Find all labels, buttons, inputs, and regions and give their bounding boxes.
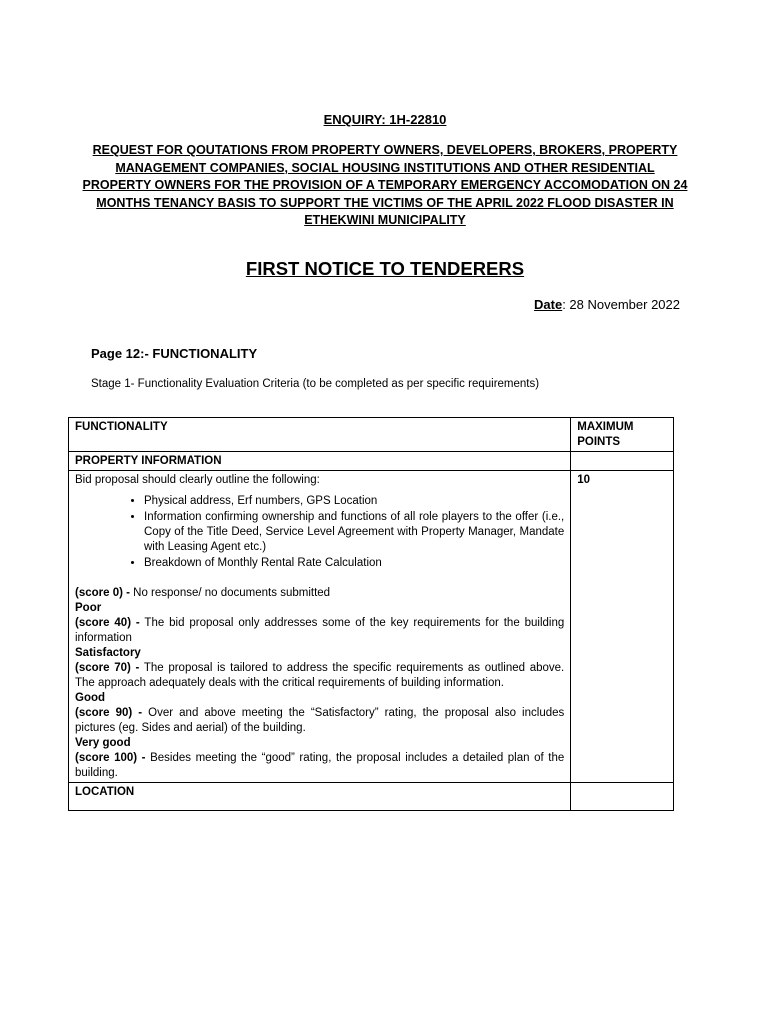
enquiry-number: ENQUIRY: 1H-22810 [323,112,447,127]
date-value: : 28 November 2022 [562,297,680,312]
stage-description: Stage 1- Functionality Evaluation Criteria (to be completed as per specific requirements) [91,378,540,390]
score-70-line [75,661,564,691]
score-description: The proposal is tailored to address the specific requirements as outlined above. The approach adequately deals with the critical requirements of building information. [75,662,565,689]
rating-heading: Poor [75,602,102,614]
max-points-column-header: MAXIMUM POINTS [571,418,674,452]
score-label: (score 70) - [75,662,140,674]
score-90-line [75,706,564,736]
section-heading: Page 12:- FUNCTIONALITY [91,346,258,361]
max-points-value: 10 [571,471,674,783]
date-line [534,297,680,312]
score-40-line [75,616,564,646]
property-criteria-cell [69,471,571,783]
rating-heading: Satisfactory [75,647,141,659]
score-label: (score 40) - [75,617,140,629]
property-heading-row [69,452,674,471]
score-description: The bid proposal only addresses some of the key requirements for the building information [75,617,565,644]
score-100-line [75,751,564,781]
list-item: • Physical address, Erf numbers, GPS Location [144,494,564,509]
empty-cell [571,452,674,471]
score-label: (score 90) - [75,707,143,719]
score-description: No response/ no documents submitted [129,587,331,599]
notice-title: FIRST NOTICE TO TENDERERS [245,258,525,279]
empty-cell [571,783,674,811]
score-0-line [75,586,564,601]
list-item: • Information confirming ownership and functions of all role players to the offer (i.e., Copy of the Title Deed, Service Level Agreement with Property Manager, Mandate with Leasing Agent etc.) [144,510,564,555]
list-item: • Breakdown of Monthly Rental Rate Calculation [144,556,564,571]
functionality-criteria-table [68,417,674,811]
date-label: Date [534,297,563,312]
rfq-title: REQUEST FOR QOUTATIONS FROM PROPERTY OWNERS, DEVELOPERS, BROKERS, PROPERTY MANAGEMENT COMPANIES, SOCIAL HOUSING INSTITUTIONS AND OTHER RESIDENTIAL PROPERTY OWNERS FOR THE PROVISION OF A TEMPORARY EMERGENCY ACCOMODATION ON 24 MONTHS TENANCY BASIS TO SUPPORT THE VICTIMS OF THE APRIL 2022 FLOOD DISASTER IN ETHEKWINI MUNICIPALITY [82,143,688,227]
location-row [69,783,674,811]
rating-heading: Very good [75,737,131,749]
score-label: (score 100) - [75,752,146,764]
criteria-intro: Bid proposal should clearly outline the following: [75,474,320,486]
rating-heading: Good [75,692,106,704]
property-criteria-row [69,471,674,783]
location-heading: LOCATION [69,783,571,811]
requirements-list [75,494,564,571]
table-header-row [69,418,674,452]
score-label: (score 0) - [75,587,130,599]
functionality-column-header: FUNCTIONALITY [69,418,571,452]
property-information-heading: PROPERTY INFORMATION [69,452,571,471]
score-description: Over and above meeting the “Satisfactory” rating, the proposal also includes pictures (eg. Sides and aerial) of the building. [75,707,565,734]
score-description: Besides meeting the “good” rating, the proposal includes a detailed plan of the building. [75,752,565,779]
